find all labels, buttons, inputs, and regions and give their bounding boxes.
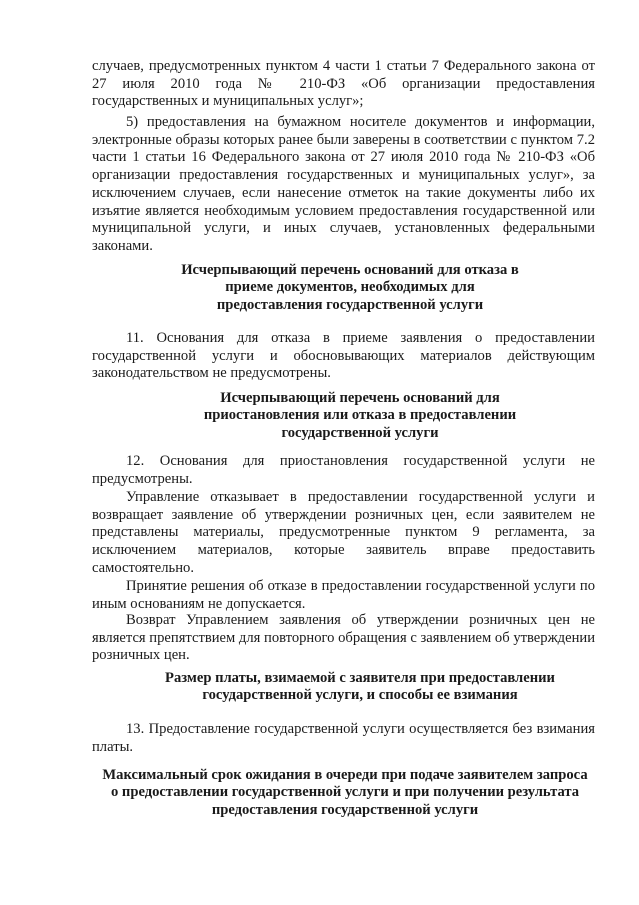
paragraph-item-5: 5) предоставления на бумажном носителе документов и информации, электронные образы которых ранее были заверены в соответствии с пунктом 7.2 части 1 статьи 16 Федерального закона от 27 июля 2010 года № 210-ФЗ «Об организации предоставления государственных и муниципальных услуг», за исключением случаев, если нанесение отметок на такие документы либо их изъятие является необходимым условием предоставления государственной или муниципальной услуги, и иных случаев, установленных федеральными законами. [92, 114, 595, 254]
paragraph-refusal-conditions: Управление отказывает в предоставлении государственной услуги и возвращает заявление об утверждении розничных цен, если заявителем не представлены материалы, предусмотренные пунктом 9 регламента, за исключением материалов, которые заявитель вправе предоставить самостоятельно. [92, 489, 595, 576]
heading-fee: Размер платы, взимаемой с заявителя при предоставлении государственной услуги, и способы ее взимания [165, 670, 555, 704]
paragraph-law-reference: случаев, предусмотренных пунктом 4 части 1 статьи 7 Федерального закона от 27 июля 2010 года № 210-ФЗ «Об организации предоставления государственных и муниципальных услуг»; [92, 58, 595, 110]
heading-suspension-refusal: Исчерпывающий перечень оснований для приостановления или отказа в предоставлении государственной услуги [203, 390, 517, 441]
paragraph-13: 13. Предоставление государственной услуги осуществляется без взимания платы. [92, 721, 595, 755]
heading-refusal-reception: Исчерпывающий перечень оснований для отказа в приеме документов, необходимых для предоставления государственной услуги [181, 262, 519, 313]
paragraph-12: 12. Основания для приостановления государственной услуги не предусмотрены. [92, 453, 595, 487]
paragraph-other-grounds: Принятие решения об отказе в предоставлении государственной услуги по иным основаниям не допускается. [92, 578, 595, 612]
heading-waiting-time: Максимальный срок ожидания в очереди при подаче заявителем запроса о предоставлении государственной услуги и при получении результата предоставления государственной услуги [102, 767, 588, 818]
paragraph-return: Возврат Управлением заявления об утверждении розничных цен не является препятствием для повторного обращения с заявлением об утверждении розничных цен. [92, 612, 595, 664]
paragraph-11: 11. Основания для отказа в приеме заявления о предоставлении государственной услуги и обосновывающих материалов действующим законодательством не предусмотрены. [92, 330, 595, 382]
